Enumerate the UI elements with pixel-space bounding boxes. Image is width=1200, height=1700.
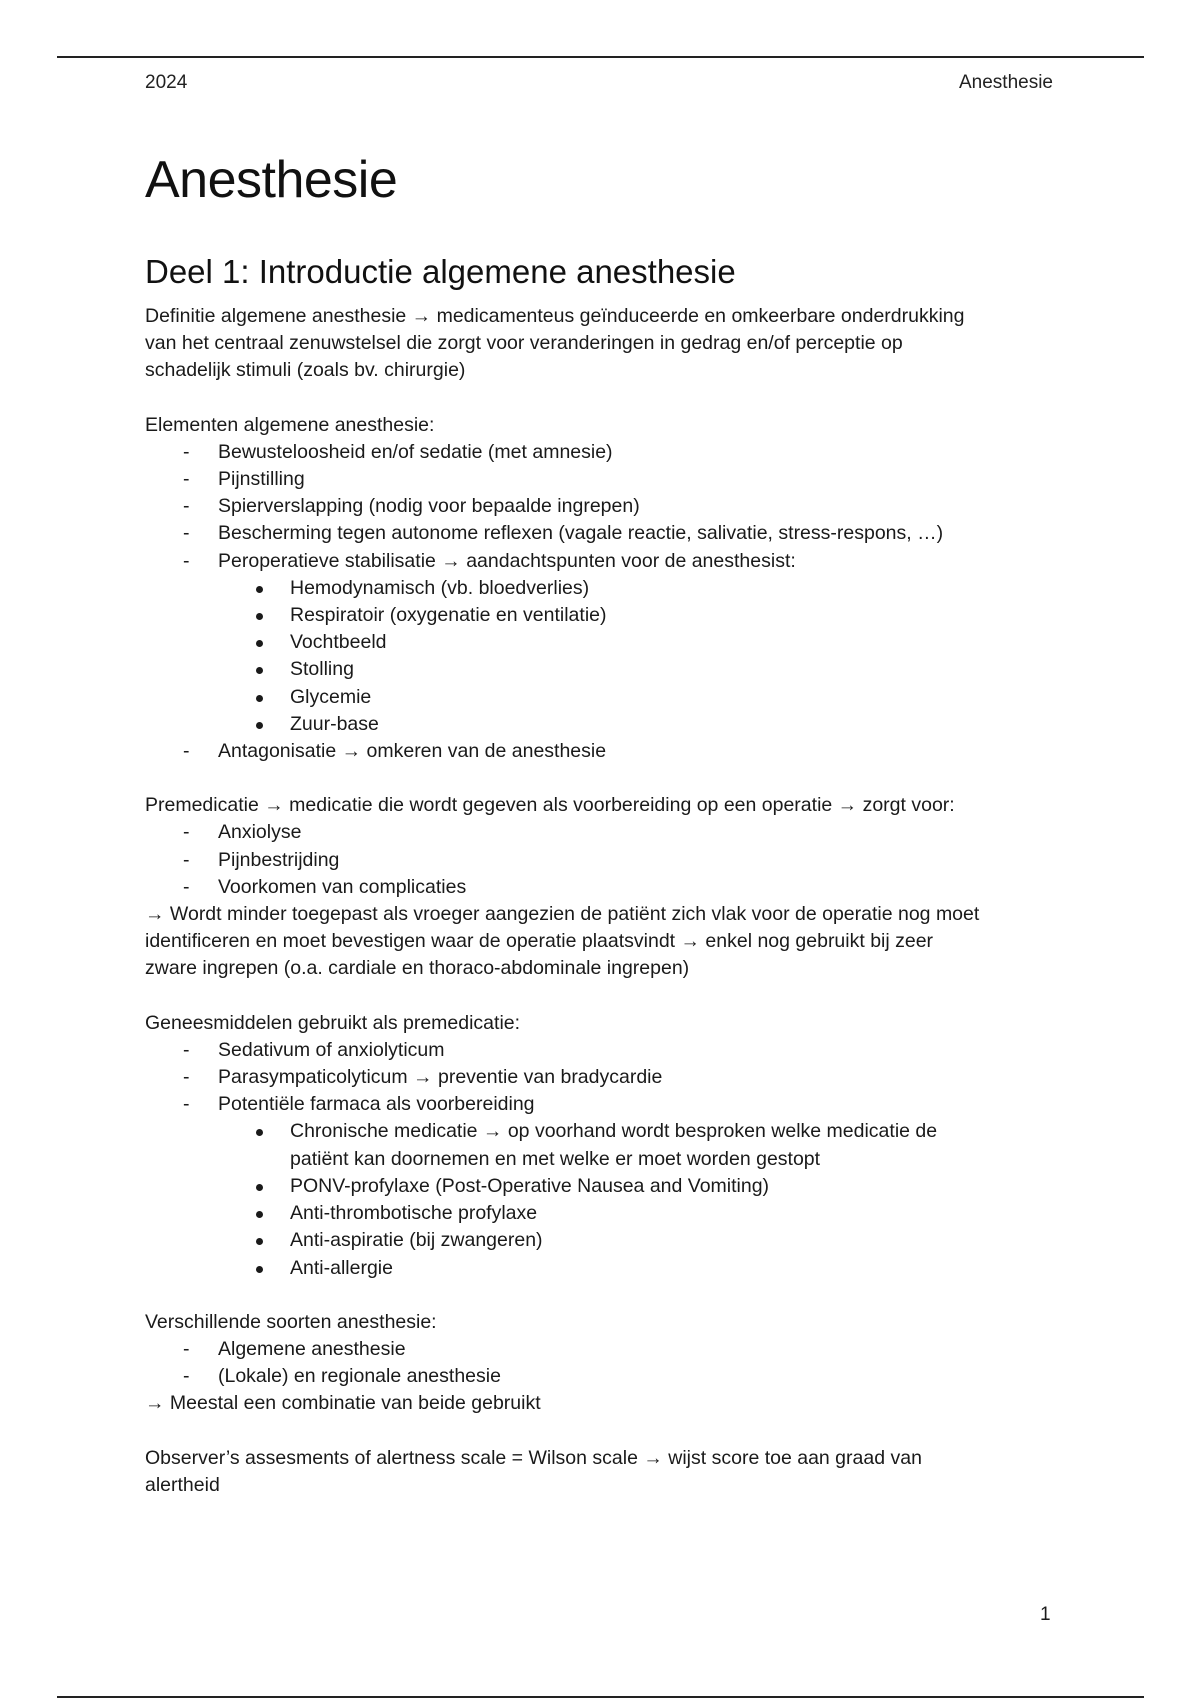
sub-list-item: Glycemie [145, 684, 1060, 711]
header-title: Anesthesie [958, 72, 1053, 93]
list-item: - Peroperatieve stabilisatie → aandachtspunten voor de anesthesist: [183, 549, 796, 572]
footer-rule [57, 1696, 1144, 1698]
premedication-note: zware ingrepen (o.a. cardiale en thoraco-abdominale ingrepen) [145, 957, 690, 980]
types-intro: Verschillende soorten anesthesie: [145, 1310, 437, 1333]
sub-list-item: Vochtbeeld [145, 629, 1060, 656]
header-rule [57, 56, 1144, 58]
list-item: - Algemene anesthesie [183, 1337, 406, 1360]
drugs-intro: Geneesmiddelen gebruikt als premedicatie: [145, 1011, 521, 1034]
header-year: 2024 [145, 72, 188, 93]
drugs-list [145, 1037, 1060, 1119]
list-item: - Spierverslapping (nodig voor bepaalde ingrepen) [183, 495, 640, 518]
premedication-intro: Premedicatie → medicatie die wordt gegeven als voorbereiding op een operatie → zorgt voor: [145, 794, 955, 817]
elements-intro: Elementen algemene anesthesie: [145, 413, 435, 436]
list-item: - Anxiolyse [183, 821, 302, 844]
section-heading: Deel 1: Introductie algemene anesthesie [145, 253, 736, 290]
list-item: - Parasympaticolyticum → preventie van bradycardie [183, 1066, 663, 1089]
scale-line: Observer’s assesments of alertness scale = Wilson scale → wijst score toe aan graad van [145, 1446, 922, 1469]
definition-line: schadelijk stimuli (zoals bv. chirurgie) [145, 359, 466, 382]
list-item: - Bescherming tegen autonome reflexen (vagale reactie, salivatie, stress-respons, …) [183, 522, 944, 545]
types-note: → Meestal een combinatie van beide gebruikt [145, 1392, 541, 1415]
sub-list-item: Anti-allergie [145, 1255, 1060, 1282]
stabilisation-sublist [145, 575, 1060, 738]
elements-list [145, 439, 1060, 575]
document-title: Anesthesie [145, 151, 398, 209]
list-item: - Bewusteloosheid en/of sedatie (met amnesie) [183, 440, 613, 463]
sub-list-item: Chronische medicatie → op voorhand wordt besproken welke medicatie de patiënt kan doornemen en met welke er moet worden gestopt [145, 1118, 1060, 1172]
sub-list-item: PONV-profylaxe (Post-Operative Nausea and Vomiting) [145, 1173, 1060, 1200]
page-number: 1 [1040, 1604, 1051, 1625]
elements-list-end [145, 738, 1060, 765]
list-item: - Potentiële farmaca als voorbereiding [183, 1093, 535, 1116]
list-item: - Pijnbestrijding [183, 848, 340, 871]
document-body [145, 303, 1060, 1499]
sub-list-item: Stolling [145, 656, 1060, 683]
list-item: - Pijnstilling [183, 468, 305, 491]
scale-line: alertheid [145, 1473, 220, 1496]
premedication-note: → Wordt minder toegepast als vroeger aangezien de patiënt zich vlak voor de operatie nog moet [145, 903, 980, 926]
sub-list-item: Respiratoir (oxygenatie en ventilatie) [145, 602, 1060, 629]
list-item: - Voorkomen van complicaties [183, 875, 467, 898]
drugs-sublist [145, 1118, 1060, 1281]
sub-list-item: Zuur-base [145, 711, 1060, 738]
list-item: - (Lokale) en regionale anesthesie [183, 1365, 501, 1388]
premedication-note: identificeren en moet bevestigen waar de operatie plaatsvindt → enkel nog gebruikt bij zeer [145, 930, 934, 953]
definition-line: van het centraal zenuwstelsel die zorgt voor veranderingen in gedrag en/of perceptie op [145, 332, 903, 355]
definition-line: Definitie algemene anesthesie → medicamenteus geïnduceerde en omkeerbare onderdrukking [145, 305, 965, 327]
premedication-list [145, 819, 1060, 901]
sub-list-item: Anti-aspiratie (bij zwangeren) [145, 1227, 1060, 1254]
list-item: - Sedativum of anxiolyticum [183, 1038, 445, 1061]
types-list [145, 1336, 1060, 1390]
sub-list-item: Anti-thrombotische profylaxe [145, 1200, 1060, 1227]
sub-list-item: Hemodynamisch (vb. bloedverlies) [145, 575, 1060, 602]
list-item: - Antagonisatie → omkeren van de anesthesie [183, 740, 607, 763]
